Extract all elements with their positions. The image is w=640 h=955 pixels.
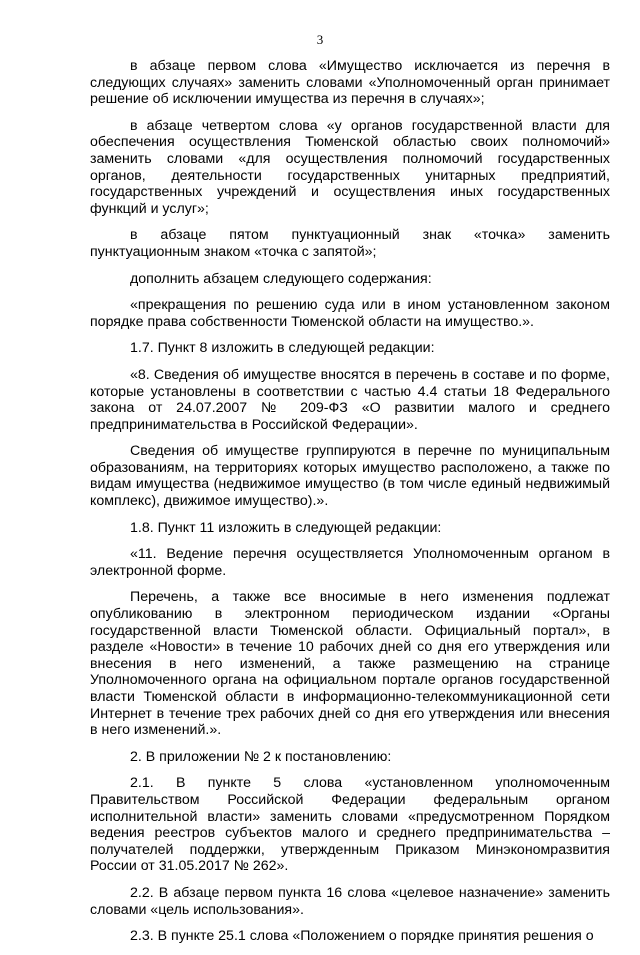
paragraph: 2.2. В абзаце первом пункта 16 слова «целевое назначение» заменить словами «цель использования». xyxy=(90,884,610,918)
paragraph: 1.7. Пункт 8 изложить в следующей редакции: xyxy=(130,340,435,357)
paragraph: «11. Ведение перечня осуществляется Уполномоченным органом в электронной форме. xyxy=(90,546,610,579)
paragraph: дополнить абзацем следующего содержания: xyxy=(130,270,432,287)
paragraph: 1.8. Пункт 11 изложить в следующей редакции: xyxy=(130,519,442,536)
paragraph: Сведения об имуществе группируются в перечне по муниципальным образованиям, на территориях которых имущество расположено, а также по видам имущества (недвижимое имущество (в том числе единый недвижимый комплекс), движимое имущество).». xyxy=(90,443,610,510)
paragraph: Перечень, а также все вносимые в него изменения подлежат опубликованию в электронном периодическом издании «Органы государственной власти Тюменской области. Официальный портал», в разделе «Новости» в течение 10 рабочих дней со дня его утверждения или внесения в него изменений, а также размещению на странице Уполномоченного органа на официальном портале органов государственной власти Тюменской области в информационно-телекоммуникационной сети Интернет в течение трех рабочих дней со дня его утверждения или внесения в него изменений.». xyxy=(90,589,610,739)
paragraph: в абзаце первом слова «Имущество исключается из перечня в следующих случаях» заменить словами «Уполномоченный орган принимает решение об исключении имущества из перечня в случаях»; xyxy=(90,58,610,108)
paragraph: 2.1. В пункте 5 слова «установленном уполномоченным Правительством Российской Федерации федеральным органом исполнительной власти» заменить словами «предусмотренном Порядком ведения реестров субъектов малого и среднего предпринимательства – получателей поддержки, утвержденным Приказом Минэкономразвития России от 31.05.2017 № 262». xyxy=(90,775,610,875)
paragraph: в абзаце четвертом слова «у органов государственной власти для обеспечения осуществления Тюменской областью своих полномочий» заменить словами «для осуществления полномочий государственных органов, деятельности государственных унитарных предприятий, государственных учреждений и осуществления иных государственных функций и услуг»; xyxy=(90,117,610,217)
paragraph: «прекращения по решению суда или в ином установленном законом порядке права собственности Тюменской области на имущество.». xyxy=(90,297,610,330)
paragraph: 2. В приложении № 2 к постановлению: xyxy=(130,748,392,765)
paragraph: 2.3. В пункте 25.1 слова «Положением о порядке принятия решения о xyxy=(130,928,594,945)
page-number: 3 xyxy=(316,32,324,47)
paragraph: «8. Сведения об имуществе вносятся в перечень в составе и по форме, которые установлены в соответствии с частью 4.4 статьи 18 Федерального закона от 24.07.2007 № 209-ФЗ «О развитии малого и среднего предпринимательства в Российской Федерации». xyxy=(90,366,610,433)
paragraph: в абзаце пятом пунктуационный знак «точка» заменить пунктуационным знаком «точка с запятой»; xyxy=(90,227,610,260)
document-body xyxy=(90,58,610,955)
